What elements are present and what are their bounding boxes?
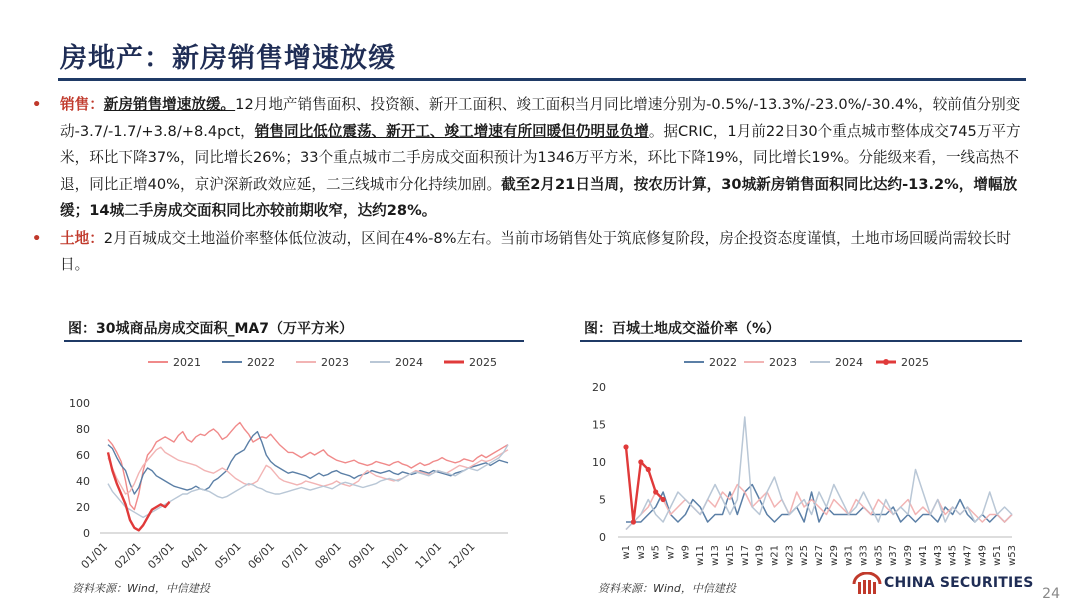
series-point-2025: [638, 459, 643, 464]
legend-item-2022: [684, 356, 737, 369]
x-tick-label: w19: [754, 545, 766, 566]
x-tick-label: w37: [888, 545, 900, 566]
x-tick-label: w51: [992, 545, 1004, 566]
legend-item-2023: [296, 356, 349, 369]
x-tick-label: w53: [1007, 545, 1018, 566]
legend-label: 2022: [247, 356, 275, 369]
bullet-text-segment: 截至2月21日当周，按农历计算，30城新房销售面积同比达约-13.2%，增幅放缓；14城二手房成交面积同比亦较前期收窄，达约28%。: [60, 175, 1018, 219]
legend-item-2022: [222, 356, 275, 369]
series-point-2025: [653, 489, 658, 494]
y-tick-label: 80: [76, 423, 90, 436]
x-tick-label: w29: [828, 545, 840, 566]
figure-1-rule: [64, 340, 524, 342]
series-line-2022: [108, 432, 508, 494]
chart-30city-sales-area: [60, 345, 530, 575]
bullet-text-segment: 2月百城成交土地溢价率整体低位波动，区间在4%-8%左右。当前市场销售处于筑底修复阶段，房企投资态度谨慎，土地市场回暖尚需较长时日。: [60, 229, 1012, 273]
legend-label: 2025: [901, 356, 929, 369]
x-tick-label: w7: [665, 545, 677, 560]
series-point-2025: [631, 519, 636, 524]
bullet-dot-icon: •: [32, 229, 42, 247]
x-tick-label: 02/01: [111, 539, 144, 572]
series-line-2022: [626, 485, 1012, 523]
figure-1-source: 资料来源：Wind，中信建投: [72, 582, 210, 595]
x-tick-label: w31: [843, 545, 855, 566]
legend-marker: [883, 359, 889, 365]
legend-item-2025: [444, 356, 497, 369]
china-securities-logo: CHINA SECURITIES: [852, 572, 1034, 596]
x-tick-label: w45: [947, 545, 959, 566]
legend-label: 2022: [709, 356, 737, 369]
bullet-text-segment: 12月地产销售面积、投资额、新开工面积、竣工面积当月同比增速分别为-0.5%/-13.3%/-23.0%/-30.4%，较前值分别变动-3.7/-1.7/+3.8/+8.4pct，: [60, 96, 1021, 140]
page-number: 24: [1042, 586, 1060, 602]
figure-2-title: 图：百城土地成交溢价率（%）: [584, 321, 781, 337]
y-tick-label: 0: [83, 527, 90, 540]
x-tick-label: 03/01: [145, 539, 177, 572]
legend-label: 2025: [469, 356, 497, 369]
legend-label: 2024: [395, 356, 423, 369]
legend-item-2025: [876, 356, 929, 369]
y-tick-label: 100: [69, 397, 90, 410]
x-tick-label: 09/01: [345, 539, 378, 572]
bullet-item: [30, 226, 1030, 279]
x-tick-label: 07/01: [278, 539, 311, 572]
x-tick-label: w5: [650, 545, 662, 560]
x-tick-label: w21: [769, 545, 781, 566]
x-tick-label: w25: [799, 545, 811, 566]
legend-label: 2021: [173, 356, 201, 369]
series-point-2025: [646, 467, 651, 472]
y-tick-label: 10: [592, 456, 606, 469]
y-tick-label: 60: [76, 449, 90, 462]
x-tick-label: 01/01: [78, 539, 111, 572]
x-tick-label: w17: [739, 545, 751, 566]
x-tick-label: 10/01: [379, 539, 411, 572]
x-tick-label: 11/01: [412, 539, 445, 572]
china-securities-emblem-icon: [852, 572, 882, 596]
bullet-text-segment: 销售同比低位震荡、新开工、竣工增速有所回暖但仍明显负增: [254, 122, 649, 140]
x-tick-label: w39: [903, 545, 915, 566]
x-tick-label: w23: [784, 545, 796, 566]
x-tick-label: w13: [710, 545, 722, 566]
x-tick-label: w43: [932, 545, 944, 566]
x-tick-label: w41: [917, 545, 929, 566]
x-tick-label: 08/01: [312, 539, 344, 572]
series-line-2021: [108, 423, 508, 510]
figure-2-rule: [580, 340, 1022, 342]
x-tick-label: w11: [695, 545, 707, 566]
bullet-lead: 土地：: [60, 229, 104, 247]
figure-1-title: 图：30城商品房成交面积_MA7（万平方米）: [68, 321, 353, 337]
x-tick-label: w9: [680, 545, 692, 560]
x-tick-label: 04/01: [178, 539, 211, 572]
bullet-text-segment: 。据CRIC，1月前22日30个重点城市整体成交745万平方米，环比下降37%，同比增长26%；33个重点城市二手房成交面积预计为1346万平方米，环比下降19%，同比增长19%。分能级来看，一线高热不退，同比正增40%，京沪深新政效应延，二三线城市分化持续加剧。: [60, 122, 1021, 193]
x-tick-label: w3: [635, 545, 647, 560]
x-tick-label: 06/01: [245, 539, 278, 572]
page-title: 房地产：新房销售增速放缓: [60, 43, 396, 74]
legend-label: 2024: [835, 356, 863, 369]
legend-label: 2023: [321, 356, 349, 369]
bullet-lead: 销售：: [60, 96, 104, 113]
title-rule: [58, 78, 1026, 81]
y-tick-label: 15: [592, 418, 606, 432]
series-point-2025: [623, 444, 628, 449]
series-point-2025: [661, 497, 666, 502]
y-tick-label: 40: [76, 475, 90, 488]
y-tick-label: 20: [592, 381, 606, 394]
x-tick-label: w27: [814, 545, 825, 566]
legend-item-2024: [810, 356, 863, 369]
x-tick-label: w33: [858, 545, 870, 566]
x-tick-label: w15: [724, 545, 736, 566]
legend-item-2023: [744, 356, 797, 369]
x-tick-label: w35: [873, 545, 885, 566]
y-tick-label: 20: [76, 501, 90, 514]
legend-item-2024: [370, 356, 423, 369]
legend-item-2021: [148, 356, 201, 369]
x-tick-label: w1: [621, 545, 632, 560]
x-tick-label: w49: [977, 545, 989, 566]
chart-land-premium-rate: [576, 345, 1026, 575]
bullet-dot-icon: •: [32, 96, 42, 113]
y-tick-label: 0: [599, 531, 606, 544]
x-tick-label: w47: [962, 545, 974, 566]
bullet-list: [30, 92, 1030, 279]
figure-2-source: 资料来源：Wind，中信建投: [598, 582, 736, 595]
x-tick-label: 12/01: [445, 539, 478, 572]
x-tick-label: 05/01: [212, 539, 244, 572]
legend-label: 2023: [769, 356, 797, 369]
bullet-text-segment: 新房销售增速放缓。: [103, 96, 236, 113]
y-tick-label: 5: [599, 493, 606, 507]
bullet-item: [30, 92, 1030, 225]
